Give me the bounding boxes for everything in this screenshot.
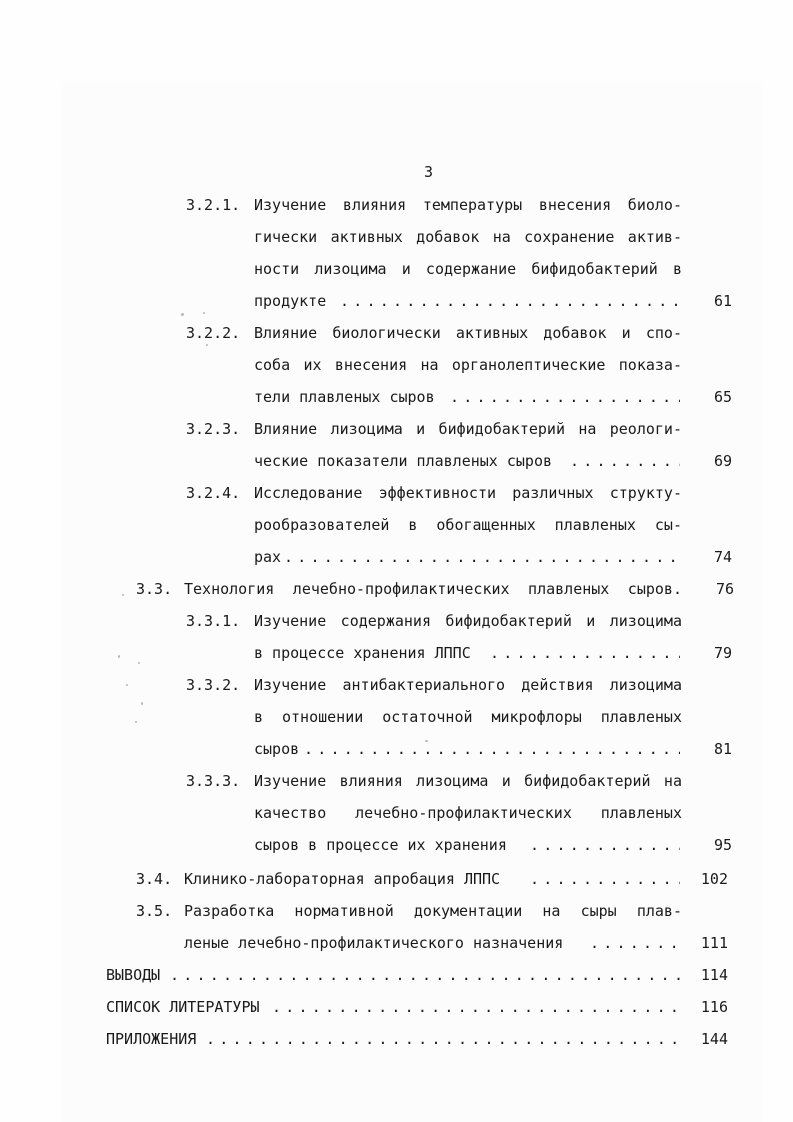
toc-entry-3-2-2-line2 xyxy=(254,352,694,378)
toc-entry-3-3-1 xyxy=(186,608,736,634)
toc-entry-number: 3.2.3. xyxy=(186,420,241,438)
scan-speck xyxy=(203,312,205,314)
scan-speck xyxy=(122,594,124,596)
toc-entry-text-line: Технология лечебно-профилактических плавленых сыров. xyxy=(184,580,682,598)
toc-entry-text-line: ности лизоцима и содержание бифидобактерий в xyxy=(254,260,682,278)
dot-leader xyxy=(450,384,680,410)
dot-leader xyxy=(170,962,680,988)
toc-entry-3-5-last xyxy=(184,930,736,956)
toc-entry-text-line: Изучение содержания бифидобактерий и лизоцима xyxy=(254,612,682,630)
toc-entry-3-3-2-line2 xyxy=(254,704,694,730)
toc-page-ref: 76 xyxy=(715,580,734,598)
toc-entry-3-3-1-last xyxy=(254,640,736,666)
toc-page-ref: 102 xyxy=(700,870,728,888)
toc-entry-text-line: Клинико-лабораторная апробация ЛППС xyxy=(184,870,501,888)
dot-leader xyxy=(490,640,680,666)
toc-entry-3-3-2-last xyxy=(254,736,736,762)
toc-entry-text-line: Изучение влияния лизоцима и бифидобактерий на xyxy=(254,772,682,790)
toc-entry-number: 3.3.2. xyxy=(186,676,241,694)
toc-entry-text-line: сыров в процессе их хранения xyxy=(254,836,507,854)
toc-entry-3-2-2-last xyxy=(254,384,736,410)
toc-entry-3-3-2 xyxy=(186,672,736,698)
toc-entry-text-line: леные лечебно-профилактического назначения xyxy=(184,934,564,952)
dot-leader xyxy=(304,736,680,762)
toc-entry-3-4 xyxy=(136,866,736,892)
toc-entry-3-3-3-line2 xyxy=(254,800,694,826)
toc-entry-text-line: гически активных добавок на сохранение актив- xyxy=(254,228,682,246)
toc-entry-text-line: Исследование эффективности различных структу- xyxy=(254,484,682,502)
toc-entry-3-2-1-line3 xyxy=(254,256,694,282)
scan-speck xyxy=(206,344,208,346)
toc-entry-conclusions xyxy=(106,962,736,988)
toc-entry-3-2-3 xyxy=(186,416,736,442)
toc-entry-text-line: ВЫВОДЫ xyxy=(106,966,161,984)
toc-entry-text-line: Изучение влияния температуры внесения биоло- xyxy=(254,196,682,214)
scan-speck xyxy=(135,721,137,723)
toc-page-ref: 114 xyxy=(700,966,728,984)
toc-entry-number: 3.4. xyxy=(136,870,173,888)
toc-entry-3-2-4-last xyxy=(254,544,736,570)
toc-entry-text-line: в отношении остаточной микрофлоры плавленых xyxy=(254,708,682,726)
toc-entry-3-2-1-last xyxy=(254,288,736,314)
scan-speck xyxy=(425,740,428,742)
toc-entry-number: 3.2.4. xyxy=(186,484,241,502)
toc-entry-appendices xyxy=(106,1026,736,1052)
dot-leader xyxy=(206,1026,680,1052)
toc-entry-text-line: ческие показатели плавленых сыров xyxy=(254,452,553,470)
toc-entry-number: 3.3. xyxy=(136,580,173,598)
dot-leader xyxy=(570,448,680,474)
dot-leader xyxy=(340,288,680,314)
toc-entry-number: 3.2.2. xyxy=(186,324,241,342)
toc-page-ref: 65 xyxy=(713,388,732,406)
toc-entry-text-line: качество лечебно-профилактических плавленых xyxy=(254,804,682,822)
scan-speck xyxy=(126,684,128,686)
toc-entry-text-line: Влияние биологически активных добавок и спо- xyxy=(254,324,682,342)
toc-entry-3-2-2 xyxy=(186,320,736,346)
scan-speck xyxy=(138,662,140,664)
toc-entry-text-line: СПИСОК ЛИТЕРАТУРЫ xyxy=(106,998,260,1016)
toc-entry-text-line: соба их внесения на органолептические показа- xyxy=(254,356,682,374)
toc-entry-3-2-1 xyxy=(186,192,736,218)
toc-entry-text-line: продукте xyxy=(254,292,327,310)
toc-entry-text-line: Влияние лизоцима и бифидобактерий на реологи- xyxy=(254,420,682,438)
toc-entry-3-2-3-last xyxy=(254,448,736,474)
toc-page-ref: 116 xyxy=(700,998,728,1016)
toc-entry-3-5 xyxy=(136,898,736,924)
dot-leader xyxy=(530,866,680,892)
toc-entry-text-line: рах xyxy=(254,548,282,566)
toc-entry-references xyxy=(106,994,736,1020)
toc-page-ref: 69 xyxy=(713,452,732,470)
toc-page-ref: 61 xyxy=(713,292,732,310)
toc-entry-text-line: тели плавленых сыров xyxy=(254,388,435,406)
toc-entry-text-line: ПРИЛОЖЕНИЯ xyxy=(106,1030,197,1048)
toc-entry-text-line: Изучение антибактериального действия лизоцима xyxy=(254,676,682,694)
scan-speck xyxy=(141,702,143,705)
toc-entry-3-3-3-last xyxy=(254,832,736,858)
toc-entry-text-line: сыров xyxy=(254,740,300,758)
dot-leader xyxy=(530,832,680,858)
scan-speck xyxy=(181,313,184,316)
toc-page-ref: 81 xyxy=(713,740,732,758)
toc-entry-number: 3.5. xyxy=(136,902,173,920)
dot-leader xyxy=(284,544,680,570)
toc-entry-3-3 xyxy=(136,576,736,602)
toc-page-ref: 74 xyxy=(713,548,732,566)
toc-page-ref: 111 xyxy=(700,934,728,952)
dot-leader xyxy=(272,994,680,1020)
toc-entry-3-2-1-line2 xyxy=(254,224,694,250)
toc-entry-number: 3.3.1. xyxy=(186,612,241,630)
dot-leader xyxy=(590,930,680,956)
toc-entry-number: 3.2.1. xyxy=(186,196,241,214)
toc-entry-text-line: рообразователей в обогащенных плавленых сы- xyxy=(254,516,682,534)
toc-entry-3-3-3 xyxy=(186,768,736,794)
toc-page-ref: 144 xyxy=(700,1030,728,1048)
toc-entry-text-line: в процессе хранения ЛППС xyxy=(254,644,471,662)
toc-entry-number: 3.3.3. xyxy=(186,772,241,790)
scan-speck xyxy=(118,655,120,658)
toc-page-ref: 79 xyxy=(713,644,732,662)
toc-entry-3-2-4 xyxy=(186,480,736,506)
toc-entry-text-line: Разработка нормативной документации на сыры плав- xyxy=(184,902,682,920)
toc-entry-3-2-4-line2 xyxy=(254,512,694,538)
toc-page-ref: 95 xyxy=(713,836,732,854)
page-number: 3 xyxy=(424,163,434,181)
